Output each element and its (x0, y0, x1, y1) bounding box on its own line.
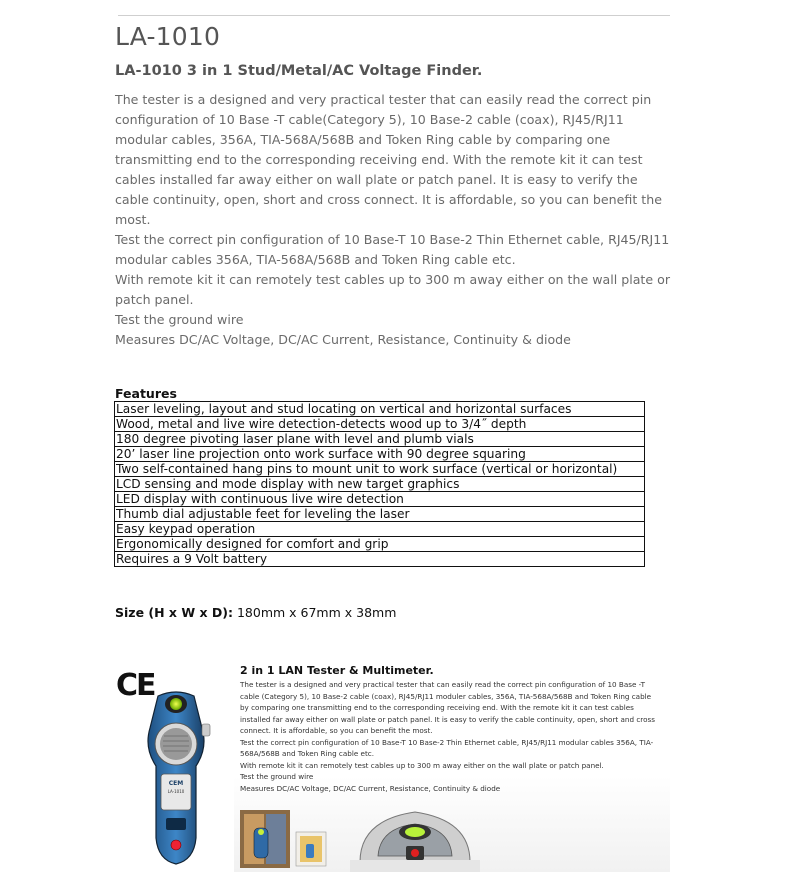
product-description (115, 90, 675, 350)
table-row (115, 462, 645, 477)
table-row (115, 507, 645, 522)
panel-paragraph: Test the correct pin configuration of 10 Base-T 10 Base-2 Thin Ethernet cable, RJ45/RJ11 modular cables 356A, TIA-568A/568B and Token Ring cable etc. (240, 737, 654, 758)
device-brand-label: CEM (168, 780, 184, 787)
description-paragraph: With remote kit it can remotely test cables up to 300 m away either on the wall plate or patch panel. (115, 272, 670, 307)
feature-cell: LCD sensing and mode display with new target graphics (115, 477, 645, 492)
table-row (115, 537, 645, 552)
description-paragraph: Test the correct pin configuration of 10 Base-T 10 Base-2 Thin Ethernet cable, RJ45/RJ11 modular cables 356A, TIA-568A/568B and Token Ring cable etc. (115, 232, 670, 267)
feature-cell: Two self-contained hang pins to mount unit to work surface (vertical or horizontal) (115, 462, 645, 477)
laser-level-head-image (350, 802, 480, 876)
description-paragraph: Test the ground wire (115, 312, 244, 327)
panel-paragraph: Test the ground wire (240, 772, 314, 781)
table-row (115, 552, 645, 567)
table-row (115, 477, 645, 492)
features-heading: Features (115, 386, 177, 401)
feature-cell: LED display with continuous live wire detection (115, 492, 645, 507)
table-row (115, 417, 645, 432)
feature-cell: Thumb dial adjustable feet for leveling the laser (115, 507, 645, 522)
features-table (114, 401, 645, 567)
panel-paragraph: The tester is a designed and very practical tester that can easily read the correct pin configuration of 10 Base -T cable (Category 5), 10 Base-2 cable (coax), RJ45/RJ11 moduler cables, 356A, TIA-568A/568B and Token Ring cable by comparing one transmitting end to the corresponding receiving end. With the remote kit it can test cables installed far away either on wall plate or patch panel. It is easy to verify the cable continuity, open, short and cross connect. It is affordable, so you can benefit the most. (240, 680, 655, 735)
size-label: Size (H x W x D): (115, 605, 233, 620)
table-row (115, 522, 645, 537)
size-spec (115, 605, 396, 620)
usage-thumbnails (240, 810, 330, 874)
description-paragraph: Measures DC/AC Voltage, DC/AC Current, Resistance, Continuity & diode (115, 332, 571, 347)
stud-finder-device-image (136, 688, 216, 872)
feature-cell: Easy keypad operation (115, 522, 645, 537)
feature-cell: Ergonomically designed for comfort and grip (115, 537, 645, 552)
table-row (115, 492, 645, 507)
feature-cell: 20’ laser line projection onto work surface with 90 degree squaring (115, 447, 645, 462)
feature-cell: Laser leveling, layout and stud locating on vertical and horizontal surfaces (115, 402, 645, 417)
top-divider (118, 15, 670, 16)
feature-cell: 180 degree pivoting laser plane with level and plumb vials (115, 432, 645, 447)
table-row (115, 402, 645, 417)
panel-description (240, 679, 660, 794)
panel-paragraph: With remote kit it can remotely test cables up to 300 m away either on the wall plate or patch panel. (240, 760, 604, 770)
table-row (115, 432, 645, 447)
feature-cell: Requires a 9 Volt battery (115, 552, 645, 567)
product-panel-image (114, 658, 670, 872)
device-model-label: LA-1010 (167, 789, 185, 794)
panel-title: 2 in 1 LAN Tester & Multimeter. (240, 664, 434, 677)
table-row (115, 447, 645, 462)
description-paragraph: The tester is a designed and very practical tester that can easily read the correct pin configuration of 10 Base -T cable(Category 5), 10 Base-2 cable (coax), RJ45/RJ11 modular cables, 356A, TIA-568A/568B and Token Ring cable by comparing one transmitting end to the corresponding receiving end. With the remote kit it can test cables installed far away either on wall plate or patch panel. It is easy to verify the cable continuity, open, short and cross connect. It is affordable, so you can benefit the most. (115, 92, 662, 227)
panel-paragraph: Measures DC/AC Voltage, DC/AC Current, Resistance, Continuity & diode (240, 783, 501, 793)
ce-mark: CE (116, 668, 155, 703)
product-headline: LA-1010 3 in 1 Stud/Metal/AC Voltage Finder. (115, 63, 483, 79)
size-value: 180mm x 67mm x 38mm (232, 605, 397, 620)
page-title: LA-1010 (115, 22, 221, 51)
feature-cell: Wood, metal and live wire detection-detects wood up to 3/4˝ depth (115, 417, 645, 432)
